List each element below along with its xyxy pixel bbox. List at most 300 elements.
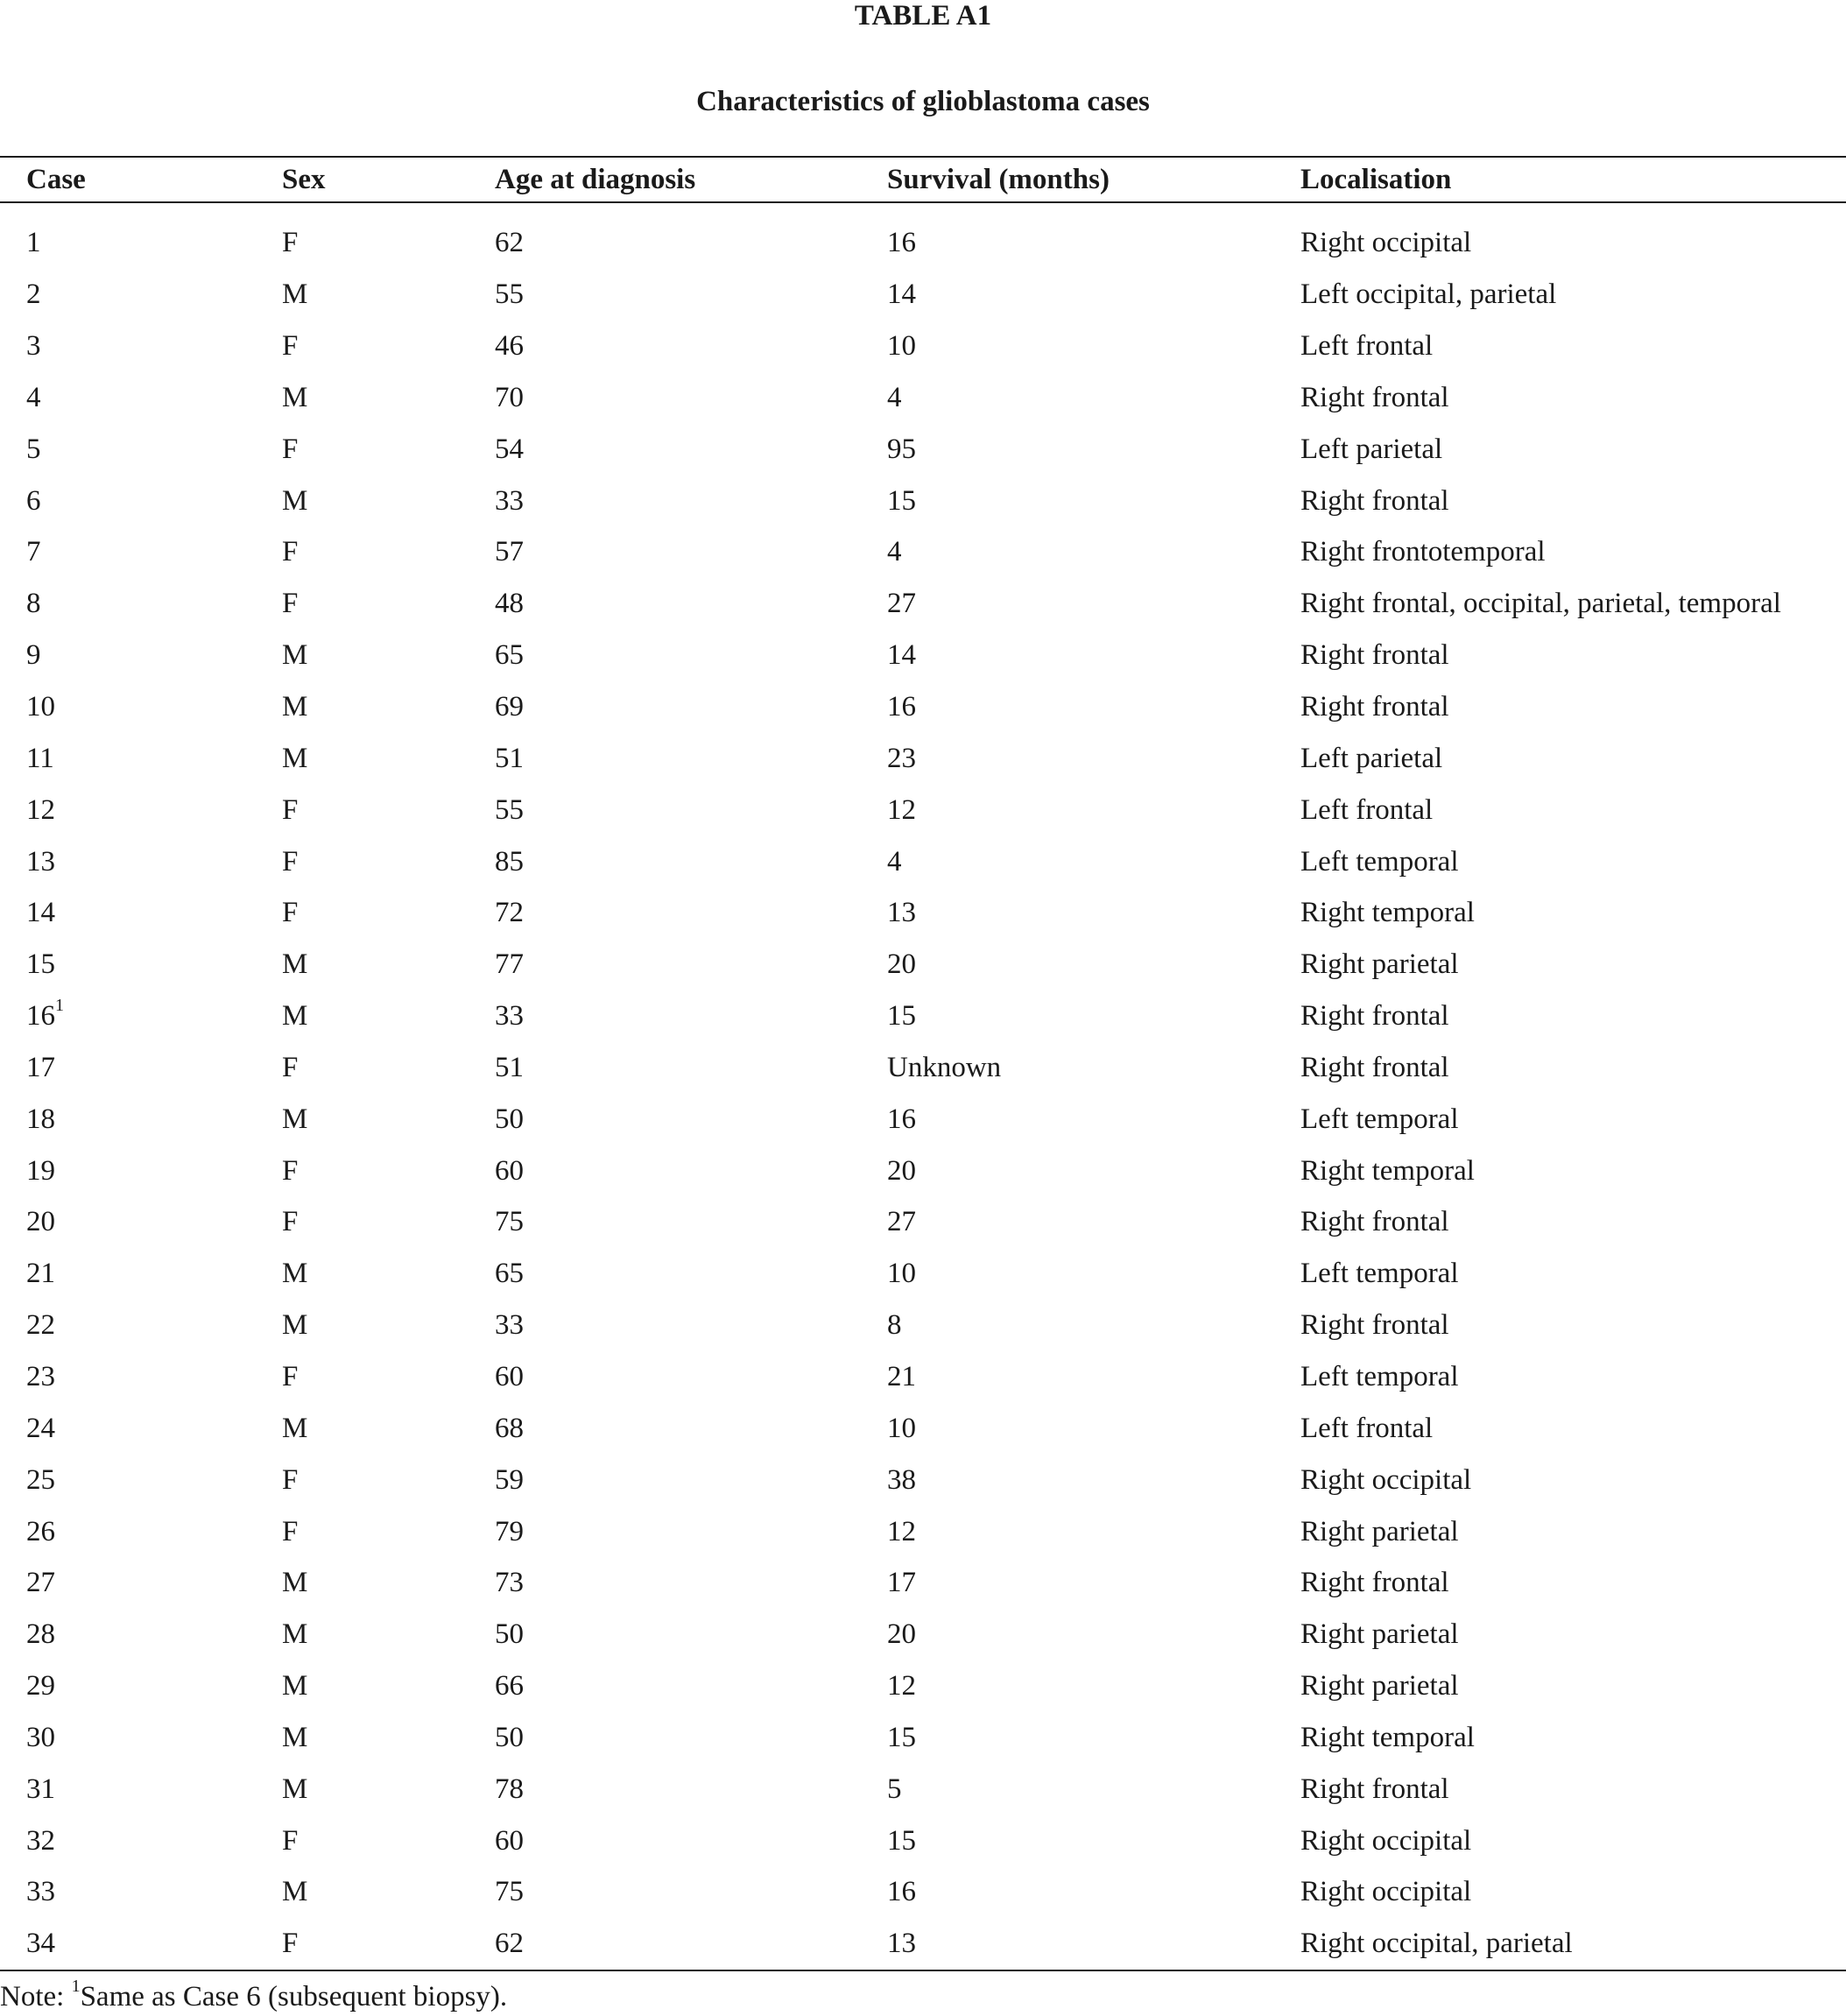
cell-localisation-text: Right frontal [1300,381,1449,413]
cell-survival-text: 17 [887,1567,916,1599]
cell-age-text: 85 [495,845,524,878]
cell-age-text: 33 [495,1309,524,1342]
column-header-sex: Sex [256,157,469,202]
cell-survival [861,939,1274,990]
table-row [0,1660,1846,1712]
cell-age [469,475,861,526]
cell-sex-text: F [282,1928,299,1960]
cell-case [0,526,256,578]
cell-survival-text: 10 [887,1412,916,1444]
cell-localisation [1274,1196,1846,1248]
table-row [0,526,1846,578]
cell-survival-text: 16 [887,227,916,259]
cell-case-text: 19 [26,1154,55,1187]
cell-localisation [1274,578,1846,630]
cell-survival [861,1454,1274,1505]
cell-age [469,681,861,733]
cell-survival [861,1505,1274,1557]
cell-sex-text: M [282,1773,308,1805]
cell-localisation-text: Right frontal [1300,484,1449,517]
cell-sex [256,939,469,990]
cell-localisation [1274,1815,1846,1866]
cell-localisation-text: Right parietal [1300,1618,1459,1651]
cell-case [0,475,256,526]
cell-age-text: 78 [495,1773,524,1805]
cell-case-text: 21 [26,1258,55,1290]
cell-survival [861,1042,1274,1094]
cell-localisation [1274,990,1846,1042]
cell-case [0,423,256,475]
cell-case [0,1763,256,1815]
cell-localisation-text: Right frontal [1300,1000,1449,1033]
column-header-case: Case [0,157,256,202]
cell-age [469,321,861,372]
table-row [0,887,1846,939]
cell-age-text: 66 [495,1670,524,1702]
cell-age-text: 73 [495,1567,524,1599]
cell-survival [861,321,1274,372]
cell-case [0,835,256,887]
cell-case [0,1815,256,1866]
cell-sex [256,1866,469,1918]
cell-case [0,217,256,269]
cell-age-text: 69 [495,691,524,723]
cell-survival-text: 5 [887,1773,902,1805]
cell-localisation [1274,732,1846,784]
cell-localisation-text: Left occipital, parietal [1300,278,1557,311]
cell-sex [256,1711,469,1763]
cell-age-text: 65 [495,1258,524,1290]
cell-age-text: 79 [495,1515,524,1547]
cell-localisation [1274,784,1846,835]
cell-localisation-text: Right parietal [1300,1515,1459,1547]
cell-age-text: 59 [495,1463,524,1496]
cell-localisation [1274,1300,1846,1351]
cell-survival [861,372,1274,424]
cell-sex-text: F [282,1515,299,1547]
table-row [0,423,1846,475]
table-row [0,1866,1846,1918]
cell-age [469,1505,861,1557]
cell-age [469,1609,861,1660]
table-row [0,835,1846,887]
table-row [0,1248,1846,1300]
cell-case-text: 26 [26,1515,55,1547]
cell-case [0,1918,256,1970]
cell-case-text: 2 [26,278,41,311]
cell-sex [256,1300,469,1351]
table-row [0,681,1846,733]
cell-survival-text: 15 [887,1824,916,1857]
cell-sex-text: M [282,639,308,672]
cell-survival [861,1093,1274,1145]
cell-age [469,1042,861,1094]
cell-survival [861,1196,1274,1248]
cell-case [0,321,256,372]
cell-localisation-text: Right occipital [1300,1463,1472,1496]
cell-case-text: 12 [26,793,55,826]
cell-case-text: 14 [26,897,55,929]
cell-case-text: 24 [26,1412,55,1444]
cell-case [0,1351,256,1403]
table-row [0,1711,1846,1763]
cell-survival-text: 21 [887,1360,916,1392]
cell-survival-text: 12 [887,1515,916,1547]
cell-sex [256,1351,469,1403]
cell-survival [861,1763,1274,1815]
cell-localisation-text: Left temporal [1300,1360,1459,1392]
table-caption: Characteristics of glioblastoma cases [696,86,1150,117]
table-row [0,784,1846,835]
cell-localisation [1274,1042,1846,1094]
cell-sex [256,1042,469,1094]
cell-survival-text: 16 [887,1876,916,1908]
cell-case-text: 10 [26,691,55,723]
cell-localisation-text: Right occipital, parietal [1300,1928,1573,1960]
cell-sex-text: M [282,1258,308,1290]
cell-survival [861,1609,1274,1660]
cell-sex [256,1248,469,1300]
cell-survival-text: 4 [887,845,902,878]
cell-case-text: 32 [26,1824,55,1857]
table-row [0,1918,1846,1970]
cell-survival-text: 10 [887,1258,916,1290]
cell-survival [861,1918,1274,1970]
cell-age [469,1866,861,1918]
cell-sex-text: F [282,330,299,363]
cell-sex [256,887,469,939]
cell-sex-text: M [282,691,308,723]
cell-sex [256,372,469,424]
cell-sex-text: F [282,1154,299,1187]
table-footnote [0,1977,507,2016]
cell-age-text: 51 [495,742,524,774]
cell-survival-text: 27 [887,1206,916,1238]
cell-case-text: 27 [26,1567,55,1599]
cell-age [469,1711,861,1763]
cell-survival [861,990,1274,1042]
cell-sex [256,578,469,630]
cell-survival-text: 10 [887,330,916,363]
cell-survival-text: 16 [887,691,916,723]
cell-localisation [1274,1609,1846,1660]
table-row [0,217,1846,269]
cell-survival [861,217,1274,269]
cell-case [0,1557,256,1609]
cell-survival-text: 14 [887,639,916,672]
cell-age [469,269,861,321]
cell-sex-text: M [282,1103,308,1135]
footnote-text: Same as Case 6 (subsequent biopsy). [80,1981,508,2012]
cell-age [469,1763,861,1815]
glioblastoma-cases-table [0,156,1846,1971]
cell-survival-text: 12 [887,793,916,826]
column-header-age: Age at diagnosis [469,157,861,202]
cell-localisation-text: Right frontal [1300,691,1449,723]
cell-survival-text: 15 [887,1000,916,1033]
table-row [0,990,1846,1042]
cell-case-text: 31 [26,1773,55,1805]
cell-survival-text: 13 [887,1928,916,1960]
cell-localisation-text: Left frontal [1300,1412,1434,1444]
table-row [0,1505,1846,1557]
cell-sex [256,1660,469,1712]
cell-sex [256,1557,469,1609]
cell-case-text: 9 [26,639,41,672]
table-body [0,202,1846,1970]
cell-case [0,578,256,630]
cell-localisation-text: Right frontal [1300,1773,1449,1805]
cell-age-text: 65 [495,639,524,672]
cell-localisation-text: Right frontal [1300,1309,1449,1342]
cell-case-text: 22 [26,1309,55,1342]
cell-sex-text: F [282,845,299,878]
cell-localisation [1274,835,1846,887]
cell-age-text: 50 [495,1618,524,1651]
cell-survival-text: 95 [887,433,916,465]
cell-localisation [1274,526,1846,578]
cell-age [469,526,861,578]
cell-case-text: 6 [26,484,41,517]
table-row [0,1815,1846,1866]
cell-sex-text: F [282,433,299,465]
cell-age-text: 70 [495,381,524,413]
cell-survival [861,269,1274,321]
cell-case-text: 17 [26,1051,55,1083]
cell-localisation-text: Right frontal [1300,1051,1449,1083]
cell-survival-text: 16 [887,1103,916,1135]
cell-localisation [1274,630,1846,681]
cell-sex [256,630,469,681]
cell-case-text: 18 [26,1103,55,1135]
table-row [0,630,1846,681]
cell-survival [861,1145,1274,1196]
cell-case [0,1711,256,1763]
cell-localisation-text: Left temporal [1300,1258,1459,1290]
table-row [0,1609,1846,1660]
cell-age-text: 68 [495,1412,524,1444]
cell-case [0,990,256,1042]
cell-localisation-text: Right temporal [1300,1721,1475,1753]
cell-age-text: 48 [495,588,524,620]
cell-age [469,835,861,887]
cell-survival-text: 15 [887,484,916,517]
footnote-marker: 1 [55,996,64,1016]
cell-survival [861,475,1274,526]
cell-localisation-text: Left parietal [1300,742,1443,774]
cell-sex [256,1454,469,1505]
cell-age [469,217,861,269]
cell-sex [256,835,469,887]
cell-case-text: 34 [26,1928,55,1960]
cell-age [469,887,861,939]
cell-case [0,1196,256,1248]
cell-localisation [1274,475,1846,526]
cell-age [469,939,861,990]
table-row [0,372,1846,424]
cell-sex [256,1093,469,1145]
cell-case [0,732,256,784]
cell-case-text: 3 [26,330,41,363]
cell-localisation [1274,1918,1846,1970]
cell-case [0,1093,256,1145]
cell-survival [861,1402,1274,1454]
cell-survival [861,1815,1274,1866]
table-row [0,1093,1846,1145]
cell-localisation [1274,1505,1846,1557]
cell-case [0,1300,256,1351]
cell-localisation-text: Right frontal [1300,1567,1449,1599]
cell-localisation [1274,1866,1846,1918]
cell-localisation [1274,321,1846,372]
cell-age-text: 33 [495,1000,524,1033]
cell-case-text: 8 [26,588,41,620]
cell-sex [256,1505,469,1557]
cell-localisation [1274,939,1846,990]
header-spacer [0,202,1846,217]
cell-localisation [1274,887,1846,939]
cell-age-text: 60 [495,1154,524,1187]
cell-age [469,630,861,681]
cell-case-text: 20 [26,1206,55,1238]
cell-localisation [1274,1763,1846,1815]
table-row [0,1042,1846,1094]
cell-survival [861,784,1274,835]
cell-age [469,372,861,424]
cell-sex [256,321,469,372]
cell-sex-text: M [282,1000,308,1033]
cell-age-text: 55 [495,793,524,826]
table-header-row [0,157,1846,202]
cell-localisation-text: Right parietal [1300,948,1459,981]
table-row [0,1557,1846,1609]
cell-sex-text: F [282,588,299,620]
cell-survival-text: 12 [887,1670,916,1702]
table-row [0,578,1846,630]
cell-sex [256,1918,469,1970]
cell-age [469,1300,861,1351]
cell-survival-text: 15 [887,1721,916,1753]
table-row [0,269,1846,321]
table-row [0,939,1846,990]
cell-sex-text: M [282,1567,308,1599]
cell-case [0,1505,256,1557]
cell-sex [256,1196,469,1248]
cell-age [469,1918,861,1970]
cell-age [469,1351,861,1403]
cell-case [0,1866,256,1918]
cell-sex [256,1815,469,1866]
cell-age-text: 62 [495,227,524,259]
cell-localisation-text: Right frontal [1300,639,1449,672]
cell-case-text: 30 [26,1721,55,1753]
cell-localisation-text: Right temporal [1300,897,1475,929]
cell-case [0,1660,256,1712]
cell-survival-text: 14 [887,278,916,311]
cell-sex-text: F [282,793,299,826]
cell-case [0,1042,256,1094]
footnote-prefix: Note: [0,1981,72,2012]
cell-case [0,372,256,424]
cell-localisation-text: Right frontal [1300,1206,1449,1238]
cell-sex [256,1763,469,1815]
cell-age [469,578,861,630]
cell-case-text: 13 [26,845,55,878]
cell-case-text: 16 [26,1000,55,1033]
cell-localisation [1274,1454,1846,1505]
cell-case [0,681,256,733]
cell-localisation [1274,1402,1846,1454]
cell-age-text: 77 [495,948,524,981]
cell-sex [256,217,469,269]
cell-age [469,1454,861,1505]
cell-age-text: 51 [495,1051,524,1083]
cell-localisation-text: Left frontal [1300,793,1434,826]
cell-case [0,1248,256,1300]
cell-survival-text: Unknown [887,1051,1002,1083]
cell-localisation-text: Left temporal [1300,845,1459,878]
cell-survival-text: 27 [887,588,916,620]
cell-localisation-text: Right frontotemporal [1300,536,1546,568]
cell-sex-text: F [282,536,299,568]
cell-case [0,784,256,835]
cell-sex [256,269,469,321]
cell-sex [256,1145,469,1196]
cell-survival [861,1248,1274,1300]
cell-localisation-text: Right parietal [1300,1670,1459,1702]
cell-case-text: 25 [26,1463,55,1496]
cell-age-text: 55 [495,278,524,311]
cell-case [0,939,256,990]
cell-survival-text: 20 [887,1154,916,1187]
cell-case [0,887,256,939]
cell-sex-text: M [282,1876,308,1908]
cell-sex-text: F [282,1463,299,1496]
cell-sex-text: M [282,1309,308,1342]
cell-sex-text: F [282,1206,299,1238]
cell-sex-text: M [282,484,308,517]
cell-localisation-text: Right occipital [1300,1824,1472,1857]
cell-survival [861,732,1274,784]
cell-age-text: 50 [495,1721,524,1753]
cell-survival-text: 13 [887,897,916,929]
footnote-marker: 1 [71,1977,81,1996]
cell-age-text: 75 [495,1206,524,1238]
cell-localisation [1274,269,1846,321]
cell-localisation [1274,1093,1846,1145]
cell-sex-text: F [282,1360,299,1392]
table-row [0,321,1846,372]
cell-sex-text: M [282,1721,308,1753]
cell-localisation [1274,1145,1846,1196]
cell-age [469,1248,861,1300]
cell-sex [256,526,469,578]
table-row [0,1402,1846,1454]
cell-case-text: 29 [26,1670,55,1702]
table-label: TABLE A1 [854,0,992,32]
cell-age-text: 72 [495,897,524,929]
cell-survival-text: 23 [887,742,916,774]
cell-localisation [1274,372,1846,424]
cell-age [469,1815,861,1866]
cell-survival [861,1711,1274,1763]
cell-sex-text: M [282,1618,308,1651]
cell-localisation [1274,423,1846,475]
cell-case [0,1454,256,1505]
cell-survival-text: 4 [887,536,902,568]
cell-age [469,784,861,835]
cell-case-text: 7 [26,536,41,568]
